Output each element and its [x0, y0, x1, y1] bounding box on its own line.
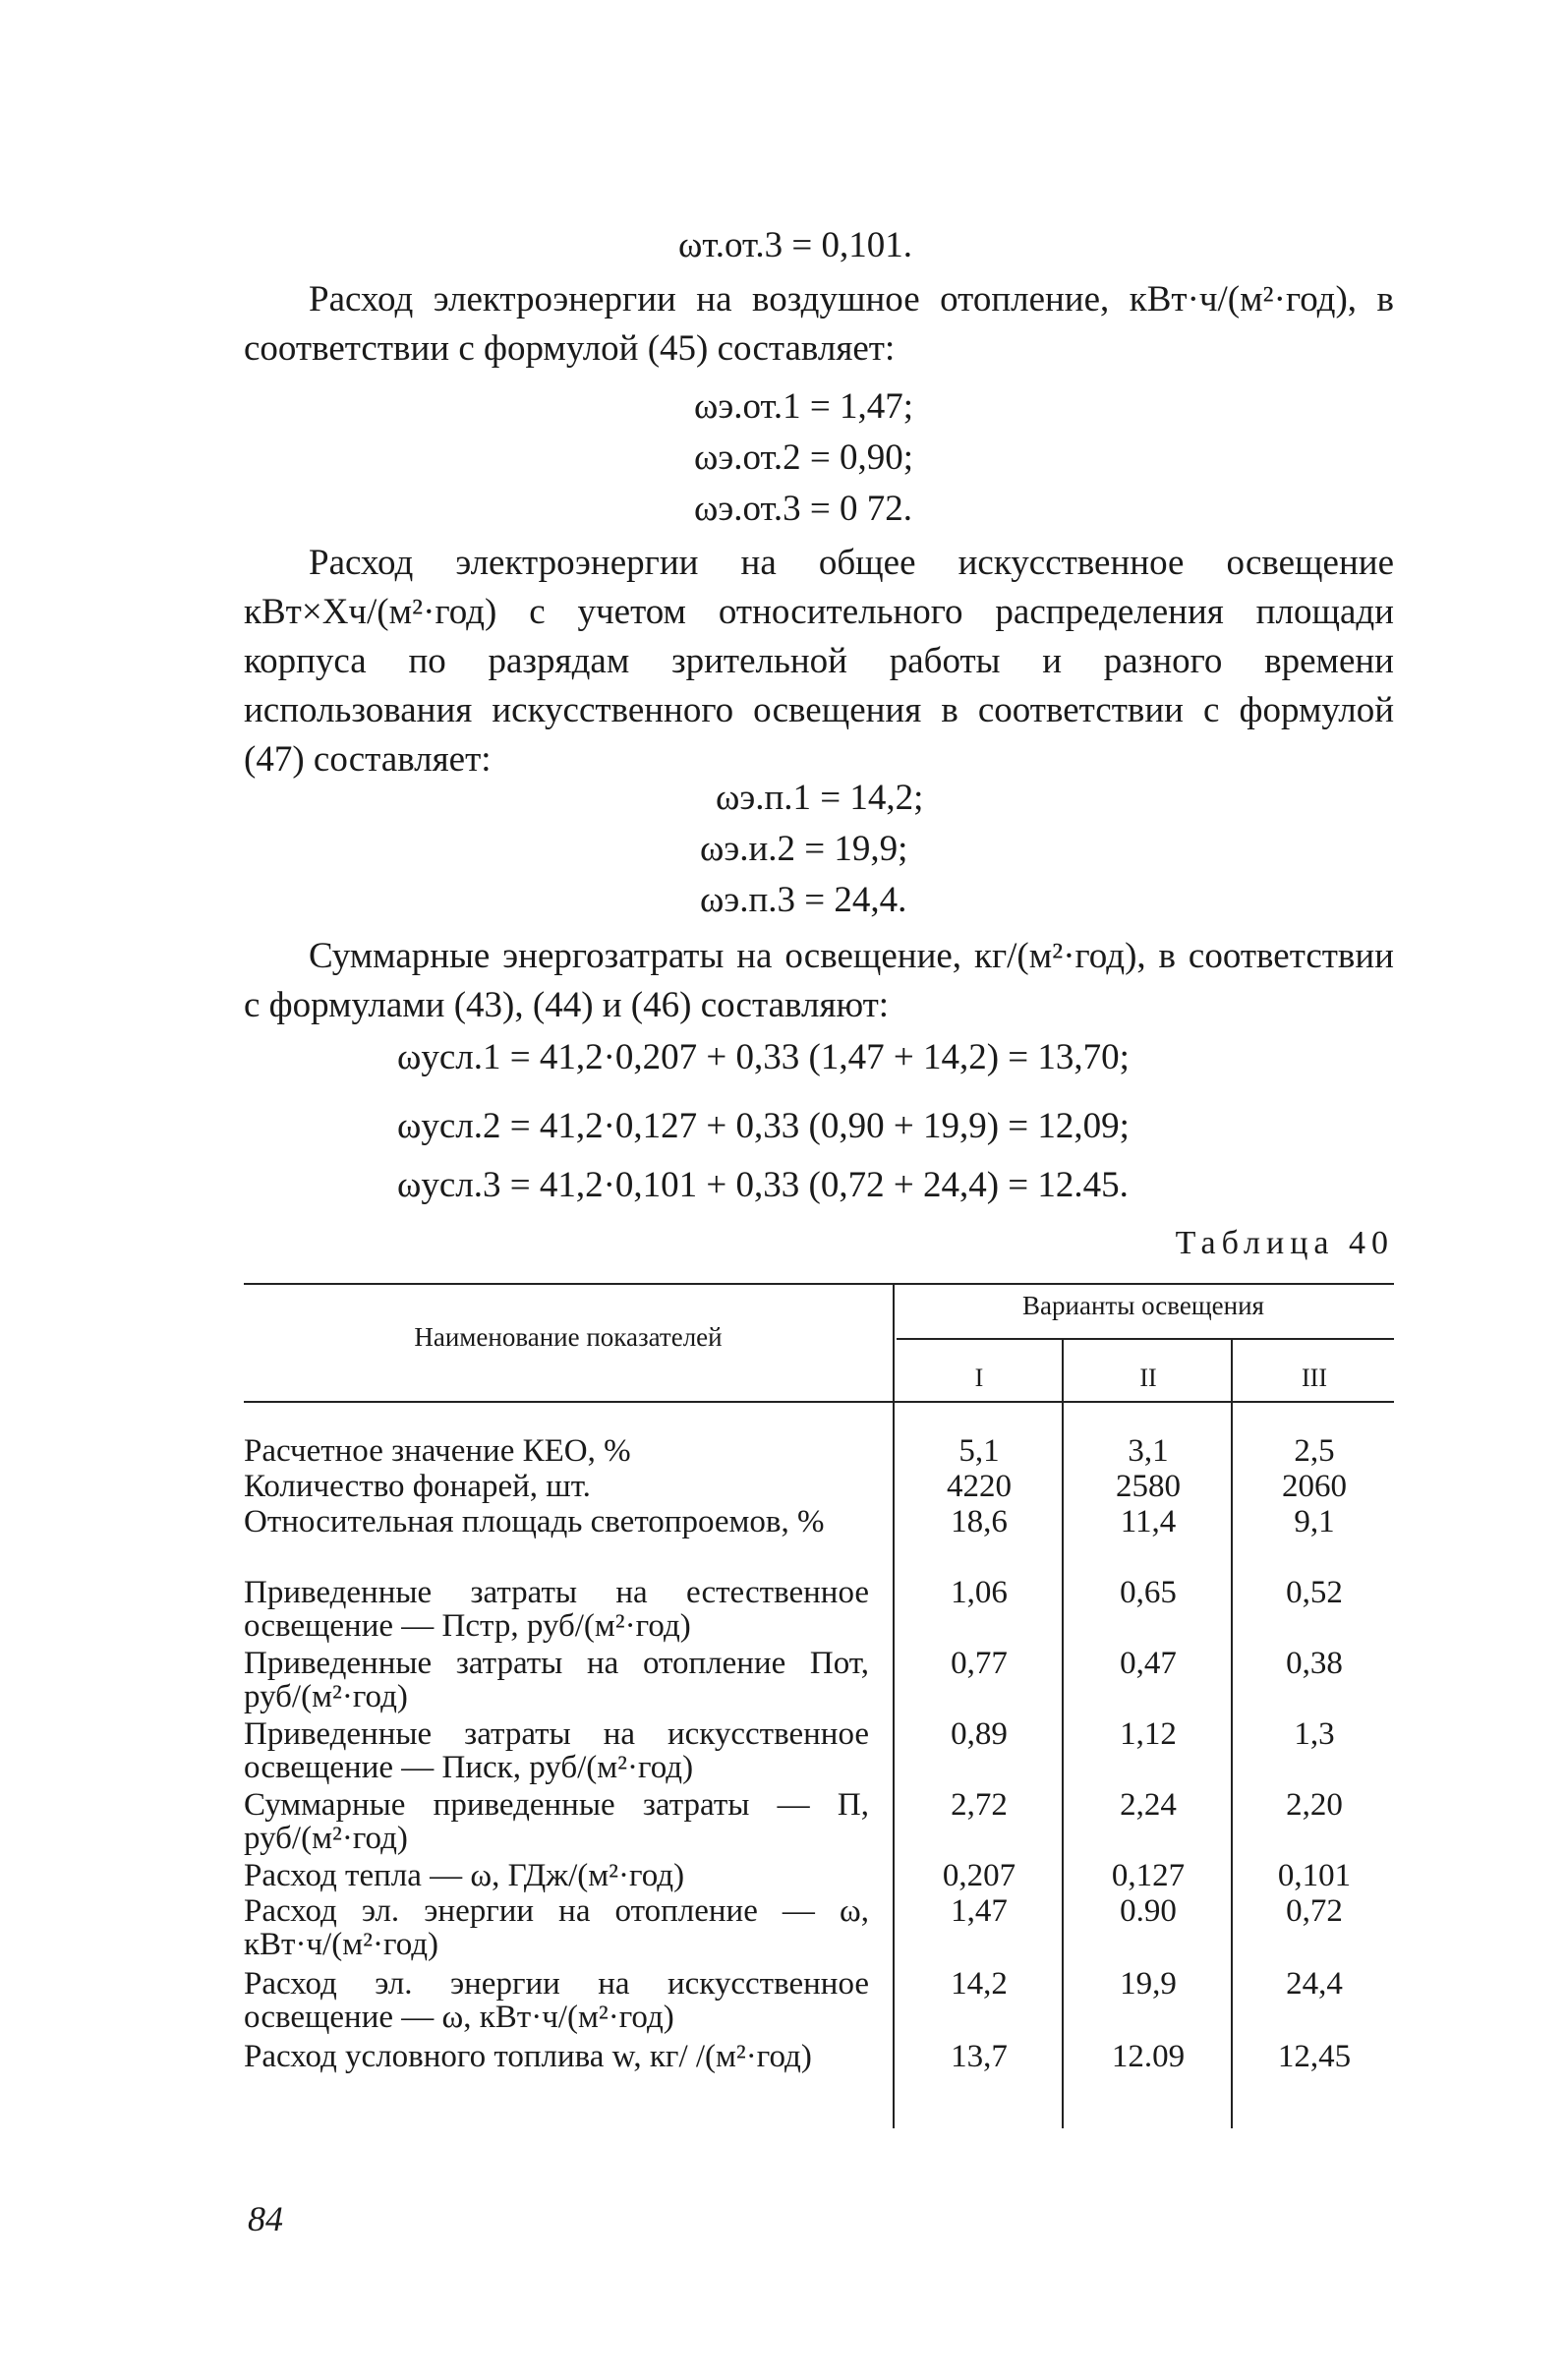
table-col-divider-3 [1231, 1338, 1233, 2128]
cell-variant-2: 19,9 [1120, 1966, 1177, 2002]
table-subheader-rule [897, 1338, 1394, 1340]
cell-variant-1: 0,77 [951, 1646, 1008, 1681]
header-variant-3: III [1302, 1364, 1327, 1392]
paragraph-energy-total [244, 932, 1394, 1030]
row-name: Расход эл. энергии на отопление — ω, кВт·ч/(м²·год) [244, 1893, 869, 1962]
paragraph-electric-heating-text: Расход электроэнергии на воздушное отопление, кВт·ч/(м²·год), в соответствии с формулой (45) составляет: [244, 279, 1394, 369]
cell-variant-2: 0,47 [1120, 1646, 1177, 1681]
cell-variant-3: 9,1 [1294, 1504, 1335, 1539]
table-caption: Таблица 40 [1175, 1225, 1394, 1261]
paragraph-electric-heating [244, 275, 1394, 374]
row-name: Приведенные затраты на искусственное освещение — Писк, руб/(м²·год) [244, 1716, 869, 1785]
cell-variant-3: 0,52 [1286, 1575, 1343, 1610]
cell-variant-1: 5,1 [958, 1433, 1000, 1469]
formula-heat-3: ωт.от.3 = 0,101. [678, 225, 913, 265]
cell-variant-2: 1,12 [1120, 1716, 1177, 1752]
cell-variant-2: 0,127 [1111, 1858, 1186, 1893]
formula-electric-heating-2: ωэ.от.2 = 0,90; [694, 437, 914, 478]
cell-variant-3: 12,45 [1277, 2039, 1352, 2074]
cell-variant-3: 2060 [1282, 1469, 1347, 1504]
paragraph-artificial-lighting-text: Расход электроэнергии на общее искусственное освещение кВт×Хч/(м²·год) с учетом относительного распределения площади корпуса по разрядам зрительной работы и разного времени использования искусственного освещения в соответствии с формулой (47) составляет: [244, 543, 1394, 780]
cell-variant-2: 12.09 [1111, 2039, 1186, 2074]
cell-variant-2: 0,65 [1120, 1575, 1177, 1610]
row-name: Расход условного топлива w, кг/ /(м²·год) [244, 2039, 812, 2074]
formula-electric-heating-1: ωэ.от.1 = 1,47; [694, 386, 914, 427]
header-lighting-variants: Варианты освещения [1022, 1291, 1264, 1320]
cell-variant-2: 11,4 [1120, 1504, 1177, 1539]
row-name: Расход эл. энергии на искусственное освещение — ω, кВт·ч/(м²·год) [244, 1966, 869, 2035]
formula-fuel-1: ωусл.1 = 41,2·0,207 + 0,33 (1,47 + 14,2) = 13,70; [397, 1037, 1130, 1077]
cell-variant-1: 18,6 [951, 1504, 1008, 1539]
row-name: Суммарные приведенные затраты — П, руб/(м²·год) [244, 1787, 869, 1856]
paragraph-artificial-lighting [244, 539, 1394, 784]
row-name: Расчетное значение КЕО, % [244, 1433, 631, 1469]
cell-variant-1: 4220 [947, 1469, 1012, 1504]
cell-variant-1: 13,7 [951, 2039, 1008, 2074]
cell-variant-2: 0.90 [1120, 1893, 1177, 1929]
cell-variant-3: 2,5 [1294, 1433, 1335, 1469]
cell-variant-1: 14,2 [951, 1966, 1008, 2002]
page-number: 84 [248, 2199, 283, 2238]
formula-lighting-2: ωэ.и.2 = 19,9; [700, 829, 908, 869]
header-indicator-name: Наименование показателей [414, 1322, 723, 1352]
cell-variant-3: 1,3 [1294, 1716, 1335, 1752]
cell-variant-3: 24,4 [1286, 1966, 1343, 2002]
formula-lighting-3: ωэ.п.3 = 24,4. [700, 880, 907, 920]
cell-variant-1: 1,06 [951, 1575, 1008, 1610]
table-header-rule [244, 1401, 1394, 1403]
table-top-rule [244, 1283, 1394, 1285]
row-name: Количество фонарей, шт. [244, 1469, 591, 1504]
paragraph-energy-total-text: Суммарные энергозатраты на освещение, кг/(м²·год), в соответствии с формулами (43), (44) и (46) составляют: [244, 936, 1394, 1025]
cell-variant-2: 2,24 [1120, 1787, 1177, 1823]
cell-variant-3: 0,72 [1286, 1893, 1343, 1929]
row-name: Приведенные затраты на естественное освещение — Пстр, руб/(м²·год) [244, 1575, 869, 1644]
row-name: Относительная площадь светопроемов, % [244, 1504, 825, 1539]
cell-variant-1: 1,47 [951, 1893, 1008, 1929]
cell-variant-3: 0,38 [1286, 1646, 1343, 1681]
row-name: Приведенные затраты на отопление Пот, руб/(м²·год) [244, 1646, 869, 1714]
formula-electric-heating-3: ωэ.от.3 = 0 72. [694, 489, 912, 529]
formula-lighting-1: ωэ.п.1 = 14,2; [716, 778, 924, 818]
data-table [244, 1283, 1394, 2187]
cell-variant-2: 2580 [1116, 1469, 1181, 1504]
formula-fuel-3: ωусл.3 = 41,2·0,101 + 0,33 (0,72 + 24,4) = 12.45. [397, 1165, 1129, 1205]
cell-variant-3: 0,101 [1277, 1858, 1352, 1893]
formula-fuel-2: ωусл.2 = 41,2·0,127 + 0,33 (0,90 + 19,9) = 12,09; [397, 1106, 1130, 1146]
table-col-divider-1 [893, 1283, 895, 2128]
header-variant-1: I [974, 1364, 984, 1392]
row-name: Расход тепла — ω, ГДж/(м²·год) [244, 1858, 685, 1893]
table-col-divider-2 [1062, 1338, 1064, 2128]
header-variant-2: II [1139, 1364, 1157, 1392]
cell-variant-3: 2,20 [1286, 1787, 1343, 1823]
cell-variant-2: 3,1 [1128, 1433, 1169, 1469]
cell-variant-1: 0,89 [951, 1716, 1008, 1752]
cell-variant-1: 2,72 [951, 1787, 1008, 1823]
cell-variant-1: 0,207 [942, 1858, 1016, 1893]
